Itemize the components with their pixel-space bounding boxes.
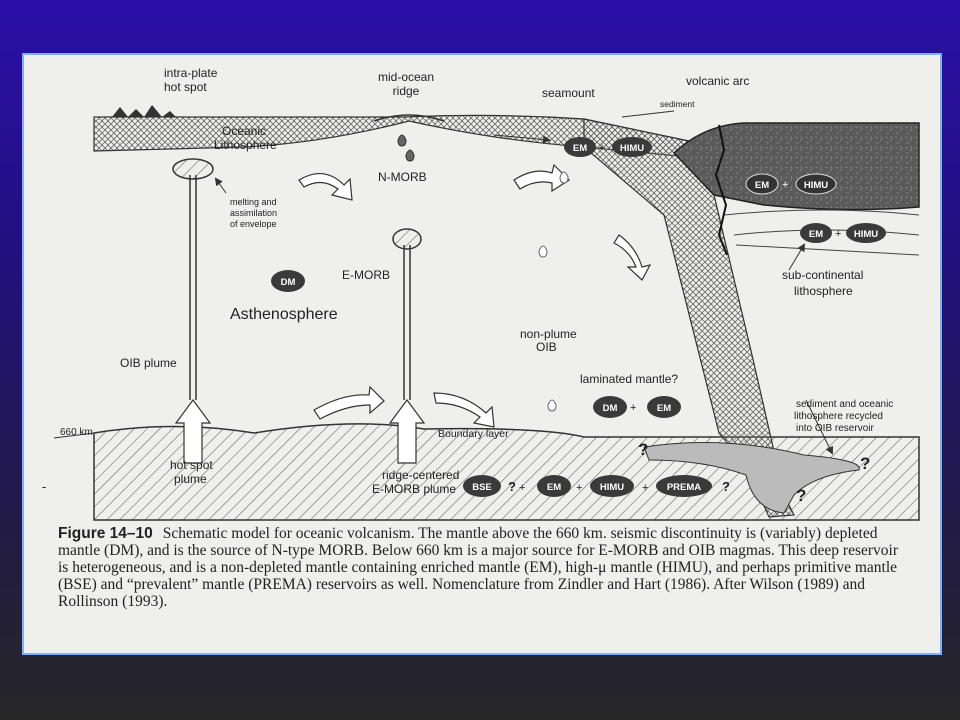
qmark-1: ? bbox=[638, 440, 649, 459]
label-melting-3: of envelope bbox=[230, 219, 277, 229]
svg-text:+: + bbox=[599, 142, 606, 154]
label-melting-1: melting and bbox=[230, 197, 277, 207]
svg-text:BSE: BSE bbox=[472, 482, 492, 493]
hotspot-plume bbox=[173, 159, 213, 463]
svg-text:DM: DM bbox=[280, 277, 296, 288]
label-midridge: mid-ocean bbox=[377, 70, 435, 84]
svg-text:+: + bbox=[642, 482, 649, 494]
svg-text:EM: EM bbox=[572, 143, 588, 154]
nmorb-droplets bbox=[398, 135, 414, 161]
label-hotspot-plume-2: plume bbox=[174, 472, 207, 486]
svg-text:EM: EM bbox=[754, 180, 770, 191]
label-hotspot-plume: hot spot bbox=[170, 458, 213, 472]
convection-arrows bbox=[299, 165, 650, 427]
label-subcont-2: lithosphere bbox=[794, 284, 853, 298]
svg-text:HIMU: HIMU bbox=[599, 482, 625, 493]
svg-text:EM: EM bbox=[656, 403, 672, 414]
svg-text:?: ? bbox=[722, 479, 730, 494]
label-boundary: Boundary layer bbox=[438, 428, 509, 440]
pills-laminated bbox=[593, 396, 681, 418]
svg-text:HIMU: HIMU bbox=[803, 180, 829, 191]
label-recycled-2: lithosphere recycled bbox=[794, 411, 883, 422]
label-intraplate-2: hot spot bbox=[164, 80, 207, 94]
svg-text:HIMU: HIMU bbox=[619, 143, 645, 154]
label-melting-2: assimilation bbox=[230, 208, 278, 218]
svg-text:+: + bbox=[630, 402, 637, 414]
caption-text: Schematic model for oceanic volcanism. The mantle above the 660 km. seismic discontinuity is (variably) depleted mantle (DM), and is the source of N-type MORB. Below 660 km is a major source for E-MORB and OIB magmas. This deep reservoir is heterogeneous, and is a non-depleted mantle containing enriched mantle (EM), high-μ mantle (HIMU), and perhaps primitive mantle (BSE) and “prevalent” mantle (PREMA) reservoirs as well. Nomenclature from Zindler and Hart (1986). After Wilson (1989) and Rollinson (1993). bbox=[58, 525, 898, 610]
svg-text:PREMA: PREMA bbox=[666, 482, 702, 493]
svg-text:+: + bbox=[576, 482, 583, 494]
label-nmorb: N-MORB bbox=[378, 170, 427, 184]
label-recycled-3: into OIB reservoir bbox=[796, 423, 874, 434]
label-intraplate: intra-plate bbox=[164, 66, 218, 80]
label-seamount: seamount bbox=[542, 86, 595, 100]
label-oib-plume: OIB plume bbox=[120, 356, 177, 370]
label-recycled-1: sediment and oceanic bbox=[796, 399, 894, 410]
svg-text:DM: DM bbox=[602, 403, 618, 414]
rising-droplets bbox=[539, 172, 568, 411]
label-emorb: E-MORB bbox=[342, 268, 390, 282]
pill-dm bbox=[271, 270, 305, 292]
caption-figure-label: Figure 14–10 bbox=[58, 525, 153, 542]
svg-text:EM: EM bbox=[546, 482, 562, 493]
label-ridge-plume: ridge-centered bbox=[382, 468, 460, 482]
label-ridge-plume-2: E-MORB plume bbox=[372, 482, 457, 496]
label-nonplume: non-plume bbox=[520, 327, 577, 341]
label-laminated: laminated mantle? bbox=[580, 372, 679, 386]
label-volcanic-arc: volcanic arc bbox=[686, 74, 750, 88]
qmark-2: ? bbox=[860, 454, 871, 473]
figure-caption bbox=[58, 525, 908, 610]
label-sediment: sediment bbox=[660, 99, 695, 109]
label-nonplume-2: OIB bbox=[536, 340, 557, 354]
svg-text:?: ? bbox=[508, 479, 516, 494]
svg-text:+: + bbox=[782, 179, 789, 191]
label-oceanic-lith-2: Lithosphere bbox=[214, 138, 277, 152]
pills-subcontinental bbox=[800, 223, 886, 243]
label-subcont: sub-continental bbox=[782, 268, 864, 282]
figure-frame bbox=[22, 53, 942, 655]
svg-text:HIMU: HIMU bbox=[853, 229, 879, 240]
svg-text:+: + bbox=[519, 482, 526, 494]
hotspot-volcanoes bbox=[112, 105, 176, 117]
dash-mark: - bbox=[42, 479, 47, 494]
label-midridge-2: ridge bbox=[392, 84, 420, 98]
label-660km: 660 km bbox=[60, 427, 93, 438]
svg-text:+: + bbox=[835, 228, 842, 240]
svg-text:EM: EM bbox=[808, 229, 824, 240]
label-oceanic-lith: Oceanic bbox=[222, 124, 267, 138]
label-asthenosphere: Asthenosphere bbox=[230, 306, 338, 323]
qmark-3: ? bbox=[796, 486, 807, 505]
